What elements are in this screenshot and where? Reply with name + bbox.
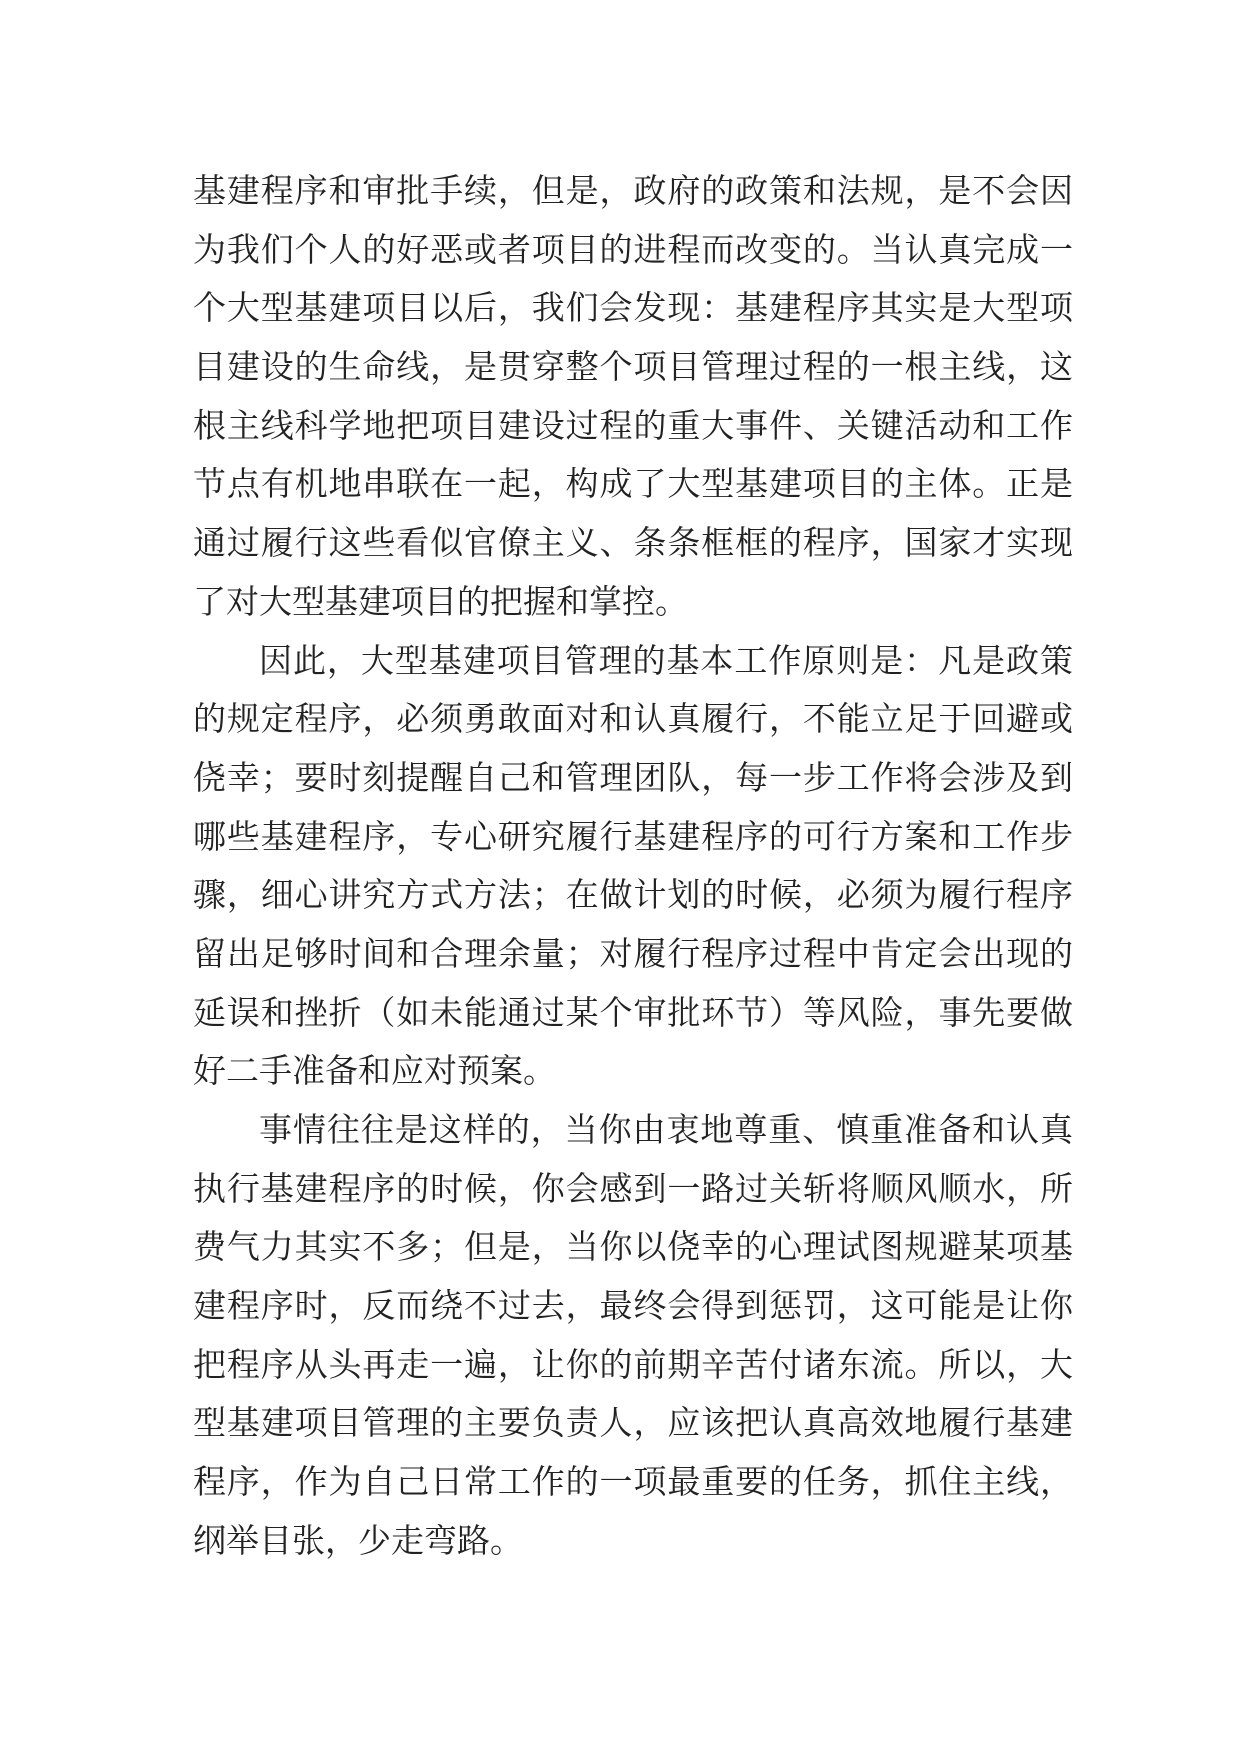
paragraph-line: 费气力其实不多；但是，当你以侥幸的心理试图规避某项基: [193, 1227, 1073, 1267]
paragraph-line: 基建程序和审批手续，但是，政府的政策和法规，是不会因: [193, 171, 1073, 210]
paragraph-line: 留出足够时间和合理余量；对履行程序过程中肯定会出现的: [193, 933, 1073, 973]
paragraph-line: 目建设的生命线，是贯穿整个项目管理过程的一根主线，这: [193, 347, 1073, 387]
paragraph-line: 执行基建程序的时候，你会感到一路过关斩将顺风顺水，所: [193, 1168, 1073, 1208]
paragraph-line: 程序，作为自己日常工作的一项最重要的任务，抓住主线，: [193, 1462, 1073, 1502]
paragraph-line: 根主线科学地把项目建设过程的重大事件、关键活动和工作: [193, 405, 1073, 445]
paragraph-line: 建程序时，反而绕不过去，最终会得到惩罚，这可能是让你: [193, 1286, 1073, 1326]
paragraph-line: 延误和挫折（如未能通过某个审批环节）等风险，事先要做: [193, 992, 1073, 1032]
paragraph-3: [193, 1101, 1073, 1571]
body-text: [193, 162, 1073, 1571]
paragraph-line: 节点有机地串联在一起，构成了大型基建项目的主体。正是: [193, 464, 1073, 504]
paragraph-line: 通过履行这些看似官僚主义、条条框框的程序，国家才实现: [193, 523, 1073, 563]
paragraph-line: 个大型基建项目以后，我们会发现：基建程序其实是大型项: [193, 288, 1073, 328]
paragraph-line: 为我们个人的好恶或者项目的进程而改变的。当认真完成一: [193, 229, 1073, 269]
paragraph-line: 事情往往是这样的，当你由衷地尊重、慎重准备和认真: [259, 1110, 1073, 1149]
paragraph-line: 侥幸；要时刻提醒自己和管理团队，每一步工作将会涉及到: [193, 757, 1073, 797]
paragraph-line: 纲举目张，少走弯路。: [193, 1520, 523, 1560]
paragraph-line: 了对大型基建项目的把握和掌控。: [193, 581, 688, 621]
paragraph-line: 把程序从头再走一遍，让你的前期辛苦付诸东流。所以，大: [193, 1344, 1073, 1384]
paragraph-line: 哪些基建程序，专心研究履行基建程序的可行方案和工作步: [193, 816, 1073, 856]
paragraph-1: [193, 162, 1073, 632]
paragraph-line: 因此，大型基建项目管理的基本工作原则是：凡是政策: [259, 640, 1073, 680]
paragraph-line: 型基建项目管理的主要负责人，应该把认真高效地履行基建: [193, 1403, 1073, 1443]
paragraph-line: 骤，细心讲究方式方法；在做计划的时候，必须为履行程序: [193, 875, 1073, 915]
paragraph-line: 的规定程序，必须勇敢面对和认真履行，不能立足于回避或: [193, 699, 1073, 739]
paragraph-2: [193, 632, 1073, 1102]
paragraph-line: 好二手准备和应对预案。: [193, 1051, 556, 1091]
